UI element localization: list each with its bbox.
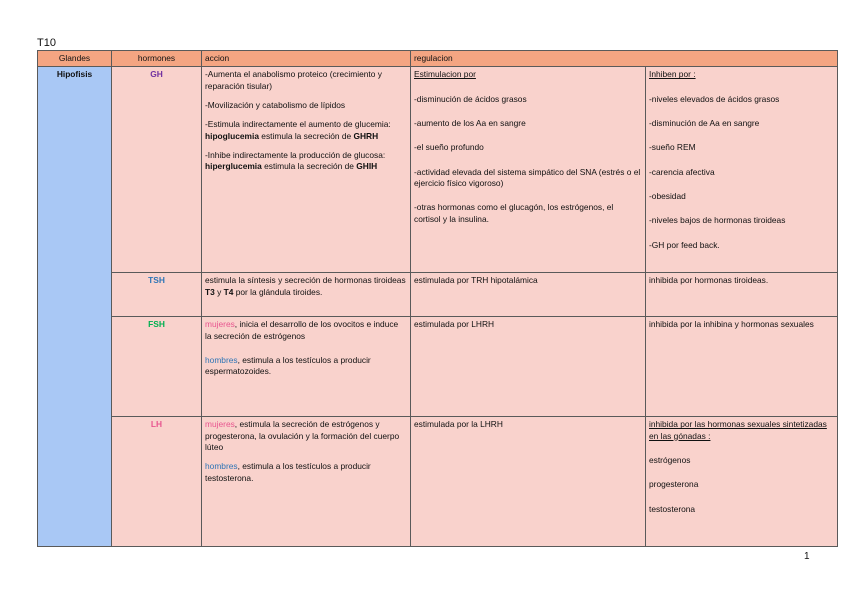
gh-estim-1: -disminución de ácidos grasos: [414, 93, 527, 104]
lh-estimulacion: estimulada por la LHRH: [411, 417, 646, 547]
gh-inhib-1: -niveles elevados de ácidos grasos: [649, 93, 780, 104]
gh-accion: [202, 67, 411, 273]
gland-cell: Hipofisis: [38, 67, 112, 547]
lh-inhib-1: estrógenos: [649, 455, 691, 466]
hormone-tsh: TSH: [112, 273, 202, 317]
fsh-estimulacion: estimulada por LHRH: [411, 317, 646, 417]
lh-accion: mujeres, estimula la secreción de estrógenos y progesterona, la ovulación y la formación del cuerpo lúteo hombres, estimula a los testículos a producir testosterona.: [202, 417, 411, 547]
gh-inhib-2: -disminución de Aa en sangre: [649, 118, 760, 129]
lh-inhib-title: inhibida por las hormonas sexuales sintetizadas en las gónadas :: [649, 419, 827, 441]
row-gh: [38, 67, 838, 273]
gh-accion-1: -Aumenta el anabolismo proteico (crecimiento y reparación tisular): [205, 69, 382, 91]
gh-inhib-7: -GH por feed back.: [649, 239, 720, 250]
lh-inhib-3: testosterona: [649, 503, 696, 514]
fsh-hombres: hombres: [205, 355, 238, 366]
gh-estim-4: -actividad elevada del sistema simpático del SNA (estrés o el ejercicio físico vigoroso): [414, 166, 641, 189]
hormone-gh: GH: [112, 67, 202, 273]
sheet-label: T10: [37, 37, 56, 49]
header-accion: accion: [202, 51, 411, 67]
gh-estim-3: -el sueño profundo: [414, 142, 484, 153]
gh-estim-5: -otras hormonas como el glucagón, los estrógenos, el cortisol y la insulina.: [414, 202, 614, 224]
tsh-accion: estimula la síntesis y secreción de hormonas tiroideas T3 y T4 por la glándula tiroides.: [202, 273, 411, 317]
fsh-inhibicion: inhibida por la inhibina y hormonas sexuales: [646, 317, 838, 417]
gh-accion-2: -Movilización y catabolismo de lípidos: [205, 100, 346, 111]
gh-estim-2: -aumento de los Aa en sangre: [414, 118, 526, 129]
fsh-accion: mujeres, inicia el desarrollo de los ovocitos e induce la secreción de estrógenos hombres, estimula a los testículos a producir espermatozoides.: [202, 317, 411, 417]
header-hormones: hormones: [112, 51, 202, 67]
fsh-mujeres: mujeres: [205, 319, 235, 330]
page-number: 1: [804, 551, 810, 562]
header-row: [38, 51, 838, 67]
row-tsh: [38, 273, 838, 317]
tsh-estimulacion: estimulada por TRH hipotalámica: [411, 273, 646, 317]
lh-mujeres: mujeres: [205, 419, 235, 430]
hormone-fsh: FSH: [112, 317, 202, 417]
hormones-table: [37, 50, 838, 547]
gh-estimulacion: [411, 67, 646, 273]
lh-hombres: hombres: [205, 461, 238, 472]
header-regulacion: regulacion: [411, 51, 838, 67]
row-fsh: [38, 317, 838, 417]
gh-inhib-4: -carencia afectiva: [649, 166, 715, 177]
gh-accion-4: -Inhibe indirectamente la producción de glucosa: hiperglucemia estimula la secreción de GHIH: [205, 150, 386, 172]
gh-inhib-5: -obesidad: [649, 191, 686, 202]
gh-inhibicion: [646, 67, 838, 273]
hormone-lh: LH: [112, 417, 202, 547]
header-glandes: Glandes: [38, 51, 112, 67]
gh-inhib-title: Inhiben por :: [649, 69, 696, 80]
row-lh: [38, 417, 838, 547]
gh-estim-title: Estimulacion por: [414, 69, 476, 80]
gh-accion-3: -Estimula indirectamente el aumento de glucemia: hipoglucemia estimula la secreción de GHRH: [205, 119, 391, 141]
gh-inhib-3: -sueño REM: [649, 142, 696, 153]
tsh-inhibicion: inhibida por hormonas tiroideas.: [646, 273, 838, 317]
gh-inhib-6: -niveles bajos de hormonas tiroideas: [649, 215, 786, 226]
lh-inhib-2: progesterona: [649, 479, 699, 490]
lh-inhibicion: [646, 417, 838, 547]
